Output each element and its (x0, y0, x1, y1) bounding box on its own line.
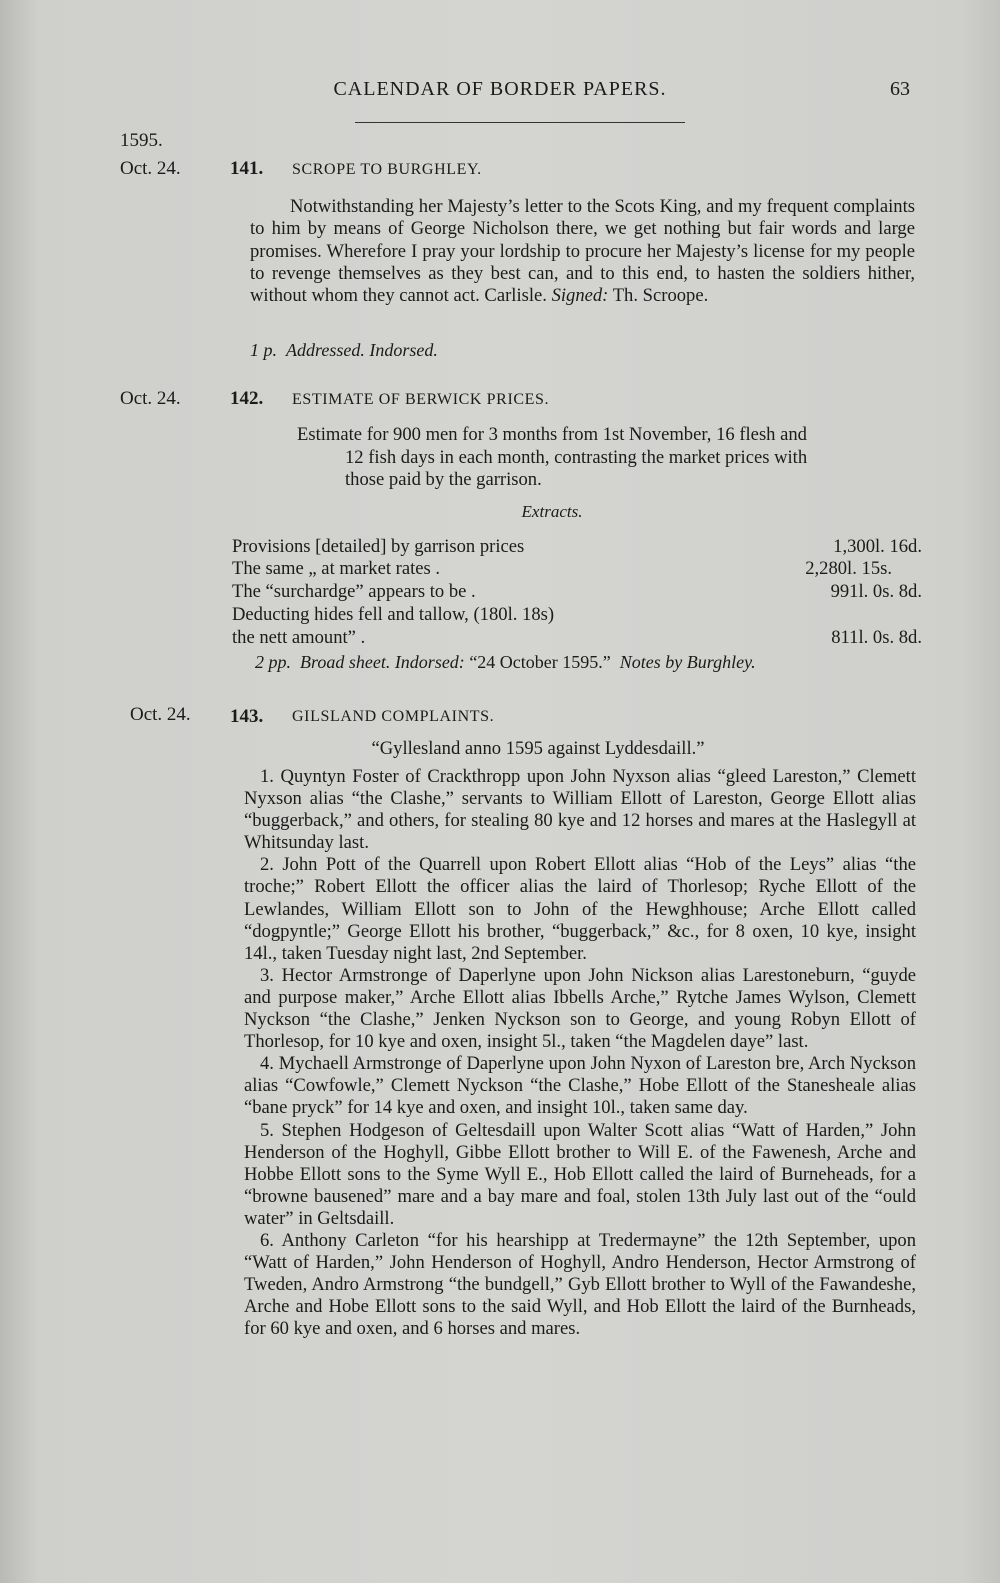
complaint-heading: “Gyllesland anno 1595 against Lyddesdaill.” (371, 738, 705, 759)
complaint-item: 1. Quyntyn Foster of Crackthropp upon John Nyxson alias “gleed Lareston,” Clemett Nyxson alias “the Clashe,” servants to William Ellott of Lareston, George Ellott alias “buggerback,” and others, for stealing 80 kye and 12 horses and mares at the Haslegyll at Whitsunday last. (244, 766, 916, 854)
note-text: Addressed. Indorsed. (286, 340, 438, 360)
intro-line: those paid by the garrison. (345, 469, 542, 490)
note-pages: 2 pp. (255, 652, 291, 672)
entry-note (250, 340, 438, 361)
complaint-item: 3. Hector Armstronge of Daperlyne upon John Nickson alias Larestoneburn, “guyde and purpose maker,” Arche Ellott alias Ibbells Arche,” Rytche James Wylson, Clemett Nyckson “the Clashe,” Jenken Nyckson son to George, and young Robyn Ellott of Thorlesop, for 10 kye and oxen, insight 5l., taken “the Magdelen daye” last. (244, 964, 916, 1053)
letter-text: Notwithstanding her Majesty’s letter to the Scots King, and my frequent complaints to him by means of George Nicholson there, we get nothing but fair words and large promises. Wherefore I pray your lordship to procure her Majesty’s license for my people to revenge themselves as they best can, and to this end, to hasten the soldiers hither, without whom they cannot act. Carlisle. (250, 196, 915, 307)
row-amount: 811l. 0s. 8d. (831, 627, 922, 648)
estimate-row (232, 627, 922, 649)
row-amount: 991l. 0s. 8d. (830, 581, 922, 602)
estimate-row (232, 558, 922, 580)
estimate-row (232, 536, 922, 558)
running-title: CALENDAR OF BORDER PAPERS. (333, 78, 667, 100)
header-rule (355, 122, 685, 123)
note-tail: Notes by Burghley. (619, 652, 756, 672)
row-label: Provisions [detailed] by garrison prices (232, 536, 525, 557)
entry-title: ESTIMATE OF BERWICK PRICES. (292, 391, 550, 408)
row-amount: 1,300l. 16d. (833, 536, 922, 557)
entry-title: SCROPE TO BURGHLEY. (292, 161, 482, 178)
entry-number: 141. (230, 158, 264, 179)
page-header (0, 78, 1000, 108)
entry-date: Oct. 24. (120, 158, 181, 179)
entry-body (250, 196, 915, 307)
row-amount: 2,280l. 15s. (805, 558, 892, 579)
entry-note (255, 652, 756, 673)
entry-date: Oct. 24. (130, 704, 191, 725)
estimate-intro (297, 424, 917, 492)
note-pages: 1 p. (250, 340, 277, 360)
row-label: the nett amount” . (232, 627, 366, 648)
row-label: Deducting hides fell and tallow, (180l. 18s) (232, 604, 555, 625)
row-label: The same „ at market rates . (232, 558, 441, 579)
estimate-row (232, 604, 922, 626)
entry-date: Oct. 24. (120, 388, 181, 409)
row-label: The “surchardge” appears to be . (232, 581, 476, 602)
entry-title: GILSLAND COMPLAINTS. (292, 708, 495, 725)
note-text: Broad sheet. Indorsed: (300, 652, 465, 672)
entry-number: 143. (230, 706, 264, 727)
extracts-label: Extracts. (521, 502, 583, 521)
complaint-item: 6. Anthony Carleton “for his hearshipp at Tredermayne” the 12th September, upon “Watt of Harden,” John Henderson of Hoghyll, Andro Henderson, Hector Armstrong of Tweden, Andro Armstrong “the bundgell,” Gyb Ellott brother to Wyll of the Fawandeshe, Arche and Hobe Ellott sons to the said Wyll, and Hob Ellott the laird of the Burnheads, for 60 kye and oxen, and 6 horses and mares. (244, 1229, 916, 1340)
page-number: 63 (890, 78, 910, 100)
intro-line: Estimate for 900 men for 3 months from 1st November, 16 flesh and (297, 424, 807, 445)
signed-label: Signed: (551, 285, 609, 307)
complaint-item: 4. Mychaell Armstronge of Daperlyne upon John Nyxon of Lareston bre, Arch Nyckson alias “Cowfowle,” Clemett Nyckson “the Clashe,” Hobe Ellott of the Stanesheale alias “bane pryck” for 14 kye and oxen, and insight 10l., taken same day. (244, 1053, 916, 1119)
entry-number: 142. (230, 388, 264, 409)
complaint-item: 5. Stephen Hodgeson of Geltesdaill upon Walter Scott alias “Watt of Harden,” John Henderson of the Hoghyll, Gibbe Ellott brother to Will E. of the Fawenesh, Arche and Hobbe Ellott sons to the Syme Wyll E., Hob Ellott called the laird of Burneheads, for a “browne bausened” mare and a bay mare and foal, stolen 13th July last out of the “ould water” in Geltsdaill. (244, 1119, 916, 1229)
estimate-row (232, 581, 922, 603)
complaint-item: 2. John Pott of the Quarrell upon Robert Ellott alias “Hob of the Leys” alias “the troche;” Robert Ellott the officer alias the laird of Thorlesop; Ryche Ellott of the Lewlandes, William Ellott son to John of the Hewghhouse; Arche Ellott called “dogpyntle;” George Ellott his brother, “buggerback,” &c., for 8 oxen, 10 kye, insight 14l., taken Tuesday night last, 2nd September. (244, 854, 916, 964)
note-quote: “24 October 1595.” (469, 652, 611, 672)
complaints-list (244, 766, 916, 1340)
year-marker: 1595. (120, 130, 163, 151)
signed-name: Th. Scroope. (612, 285, 709, 307)
intro-line: 12 fish days in each month, contrasting the market prices with (345, 446, 808, 468)
